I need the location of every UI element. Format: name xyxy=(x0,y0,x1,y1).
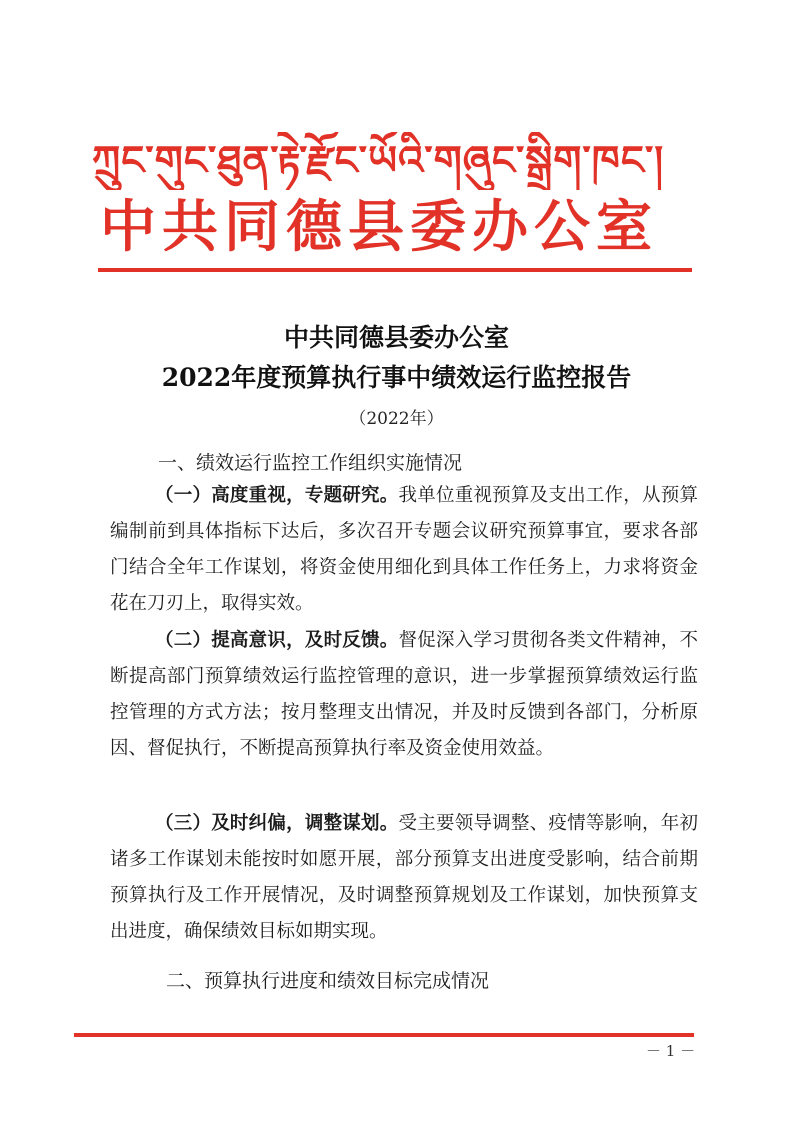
paragraph-2 xyxy=(110,623,698,767)
letterhead-tibetan: ཀྲུང་གུང་ཐུན་རྟེ་རྫོང་ཡོའི་གཞུང་སྒྲིག་ཁང་། xyxy=(92,138,665,184)
letterhead-chinese: 中共同德县委办公室 xyxy=(100,195,658,260)
paragraph-2-lead: （二）提高意识，及时反馈。 xyxy=(155,630,399,651)
paragraph-1-text: 我单位重视预算及支出工作，从预算编制前到具体指标下达后，多次召开专题会议研究预算事宜，要求各部门结合全年工作谋划，将资金使用细化到具体工作任务上，力求将资金花在刀刃上，取得实效。 xyxy=(110,485,698,614)
letterhead-rule xyxy=(98,268,692,272)
paragraph-3 xyxy=(110,806,698,950)
paragraph-3-lead: （三）及时纠偏，调整谋划。 xyxy=(155,813,399,834)
document-title-line1: 中共同德县委办公室 xyxy=(283,323,509,352)
document-subtitle: （2022年） xyxy=(349,409,444,429)
paragraph-2-text: 督促深入学习贯彻各类文件精神，不断提高部门预算绩效运行监控管理的意识，进一步掌握预算绩效运行监控管理的方式方法；按月整理支出情况，并及时反馈到各部门，分析原因、督促执行，不断提高预算执行率及资金使用效益。 xyxy=(110,630,698,759)
page-number: － 1 － xyxy=(646,1042,696,1060)
section2-heading: 二、预算执行进度和绩效目标完成情况 xyxy=(166,970,490,992)
footer-rule xyxy=(74,1033,694,1037)
document-title-line2: 2022年度预算执行事中绩效运行监控报告 xyxy=(161,363,632,392)
paragraph-1-lead: （一）高度重视，专题研究。 xyxy=(155,485,399,506)
section1-heading: 一、绩效运行监控工作组织实施情况 xyxy=(158,452,463,474)
paragraph-3-text: 受主要领导调整、疫情等影响，年初诸多工作谋划未能按时如愿开展，部分预算支出进度受影响，结合前期预算执行及工作开展情况，及时调整预算规划及工作谋划，加快预算支出进度，确保绩效目标如期实现。 xyxy=(110,813,698,942)
paragraph-1 xyxy=(110,478,698,622)
